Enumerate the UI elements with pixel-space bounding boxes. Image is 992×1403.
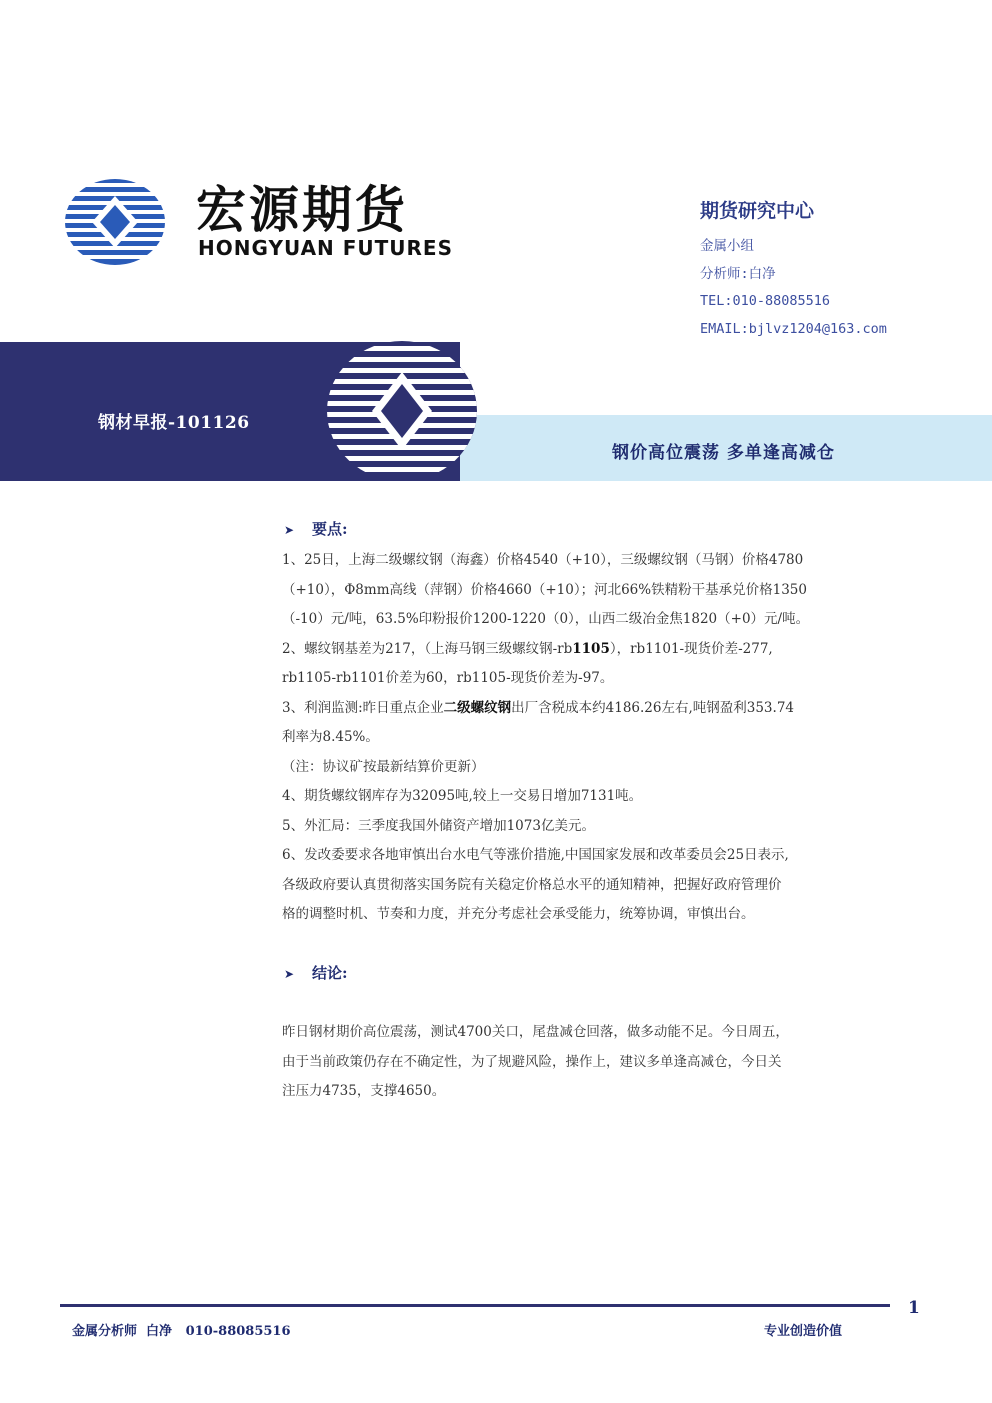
key-points-heading: ➤ 要点: (284, 520, 348, 538)
page-number: 1 (908, 1298, 920, 1318)
company-logo-icon (64, 178, 166, 266)
report-title: 钢材早报-101126 (98, 413, 250, 433)
key-point-line: （-10）元/吨，63.5%印粉报价1200-1220（0），山西二级冶金焦1820（+0）元/吨。 (282, 611, 810, 627)
key-point-line: 2、螺纹钢基差为217，（上海马钢三级螺纹钢-rb1105），rb1101-现货价差-277, (282, 640, 773, 657)
footer-slogan: 专业创造价值 (764, 1324, 843, 1339)
contact-block (700, 196, 887, 343)
email-address[interactable]: EMAIL:bjlvz1204@163.com (700, 320, 887, 337)
brand-name-en: HONGYUAN FUTURES (198, 236, 453, 260)
key-points-body (282, 546, 942, 930)
conclusion-heading: ➤ 结论: (284, 964, 348, 982)
analyst-name: 分析师:白净 (700, 265, 776, 282)
conclusion-body (282, 1018, 942, 1107)
key-point-line: rb1105-rb1101价差为60，rb1105-现货价差为-97。 (282, 670, 614, 686)
key-point-line: 利率为8.45%。 (282, 729, 379, 745)
key-point-line: 1、25日，上海二级螺纹钢（海鑫）价格4540（+10），三级螺纹钢（马钢）价格4780 (282, 552, 804, 568)
key-point-line: （+10），Φ8mm高线（萍钢）价格4660（+10）；河北66%铁精粉干基承兑价格1350 (282, 581, 807, 598)
department-name: 期货研究中心 (700, 200, 815, 222)
banner-logo-icon (326, 340, 478, 482)
key-point-line: 格的调整时机、节奏和力度，并充分考虑社会承受能力，统筹协调，审慎出台。 (282, 906, 755, 922)
arrow-right-icon: ➤ (284, 967, 295, 981)
key-point-line: 6、发改委要求各地审慎出台水电气等涨价措施,中国国家发展和改革委员会25日表示, (282, 847, 789, 863)
key-point-line: 4、期货螺纹钢库存为32095吨,较上一交易日增加7131吨。 (282, 788, 643, 804)
arrow-right-icon: ➤ (284, 523, 295, 537)
group-name: 金属小组 (700, 238, 754, 254)
footer-divider (60, 1304, 890, 1307)
key-point-line: 3、利润监测:昨日重点企业二级螺纹钢出厂含税成本约4186.26左右,吨钢盈利353.74 (282, 699, 794, 716)
key-point-line: 各级政府要认真贯彻落实国务院有关稳定价格总水平的通知精神，把握好政府管理价 (282, 876, 782, 893)
key-point-line: （注：协议矿按最新结算价更新） (282, 758, 485, 775)
conclusion-line: 由于当前政策仍存在不确定性，为了规避风险，操作上，建议多单逢高减仓，今日关 (282, 1053, 782, 1070)
key-point-line: 5、外汇局：三季度我国外储资产增加1073亿美元。 (282, 817, 595, 834)
brand-name-cn: 宏源期货 (196, 181, 408, 239)
report-headline: 钢价高位震荡 多单逢高减仓 (612, 443, 835, 463)
conclusion-line: 注压力4735，支撑4650。 (282, 1083, 446, 1099)
conclusion-line: 昨日钢材期价高位震荡，测试4700关口，尾盘减仓回落，做多动能不足。今日周五， (282, 1024, 789, 1040)
phone-number: TEL:010-88085516 (700, 293, 831, 309)
footer-analyst-contact: 金属分析师 白净 010-88085516 (72, 1324, 291, 1339)
